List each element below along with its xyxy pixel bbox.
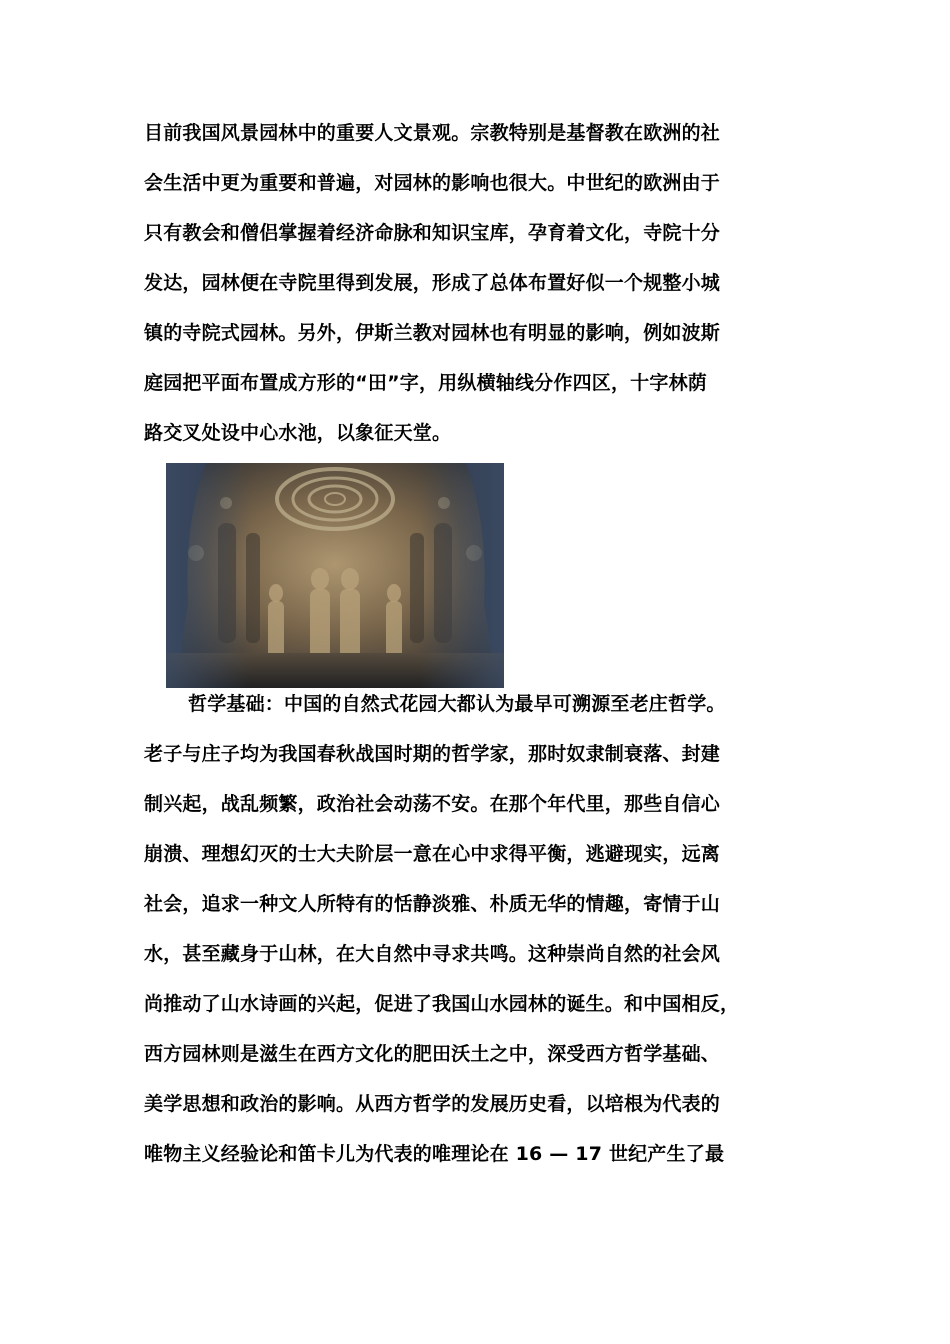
grotto-buddha-photo [166, 463, 504, 688]
paragraph-line: 美学思想和政治的影响。从西方哲学的发展历史看，以培根为代表的 [144, 1093, 721, 1115]
paragraph-line: 目前我国风景园林中的重要人文景观。宗教特别是基督教在欧洲的社 [144, 122, 721, 144]
paragraph-line: 镇的寺院式园林。另外，伊斯兰教对园林也有明显的影响，例如波斯 [144, 322, 721, 344]
paragraph-line: 只有教会和僧侣掌握着经济命脉和知识宝库，孕育着文化，寺院十分 [144, 222, 721, 244]
paragraph-line: 老子与庄子均为我国春秋战国时期的哲学家，那时奴隶制衰落、封建 [144, 743, 721, 765]
paragraph-line: 制兴起，战乱频繁，政治社会动荡不安。在那个年代里，那些自信心 [144, 793, 721, 815]
paragraph-line: 水，甚至藏身于山林，在大自然中寻求共鸣。这种崇尚自然的社会风 [144, 943, 721, 965]
paragraph-line: 哲学基础：中国的自然式花园大都认为最早可溯源至老庄哲学。 [188, 693, 726, 715]
paragraph-2 [144, 679, 816, 1179]
paragraph-line: 崩溃、理想幻灭的士大夫阶层一意在心中求得平衡，逃避现实，远离 [144, 843, 721, 865]
paragraph-line: 庭园把平面布置成方形的“田”字，用纵横轴线分作四区，十字林荫 [144, 372, 707, 394]
paragraph-line: 社会，追求一种文人所特有的恬静淡雅、朴质无华的情趣，寄情于山 [144, 893, 721, 915]
paragraph-line: 唯物主义经验论和笛卡儿为代表的唯理论在 16 — 17 世纪产生了最 [144, 1143, 725, 1165]
grotto-buddha-icon [166, 463, 504, 688]
paragraph-line: 会生活中更为重要和普遍，对园林的影响也很大。中世纪的欧洲由于 [144, 172, 721, 194]
paragraph-line: 路交叉处设中心水池，以象征天堂。 [144, 422, 452, 444]
paragraph-line: 发达，园林便在寺院里得到发展，形成了总体布置好似一个规整小城 [144, 272, 721, 294]
paragraph-line: 西方园林则是滋生在西方文化的肥田沃土之中，深受西方哲学基础、 [144, 1043, 721, 1065]
paragraph-1 [144, 108, 816, 458]
paragraph-line: 尚推动了山水诗画的兴起，促进了我国山水园林的诞生。和中国相反， [144, 993, 740, 1015]
